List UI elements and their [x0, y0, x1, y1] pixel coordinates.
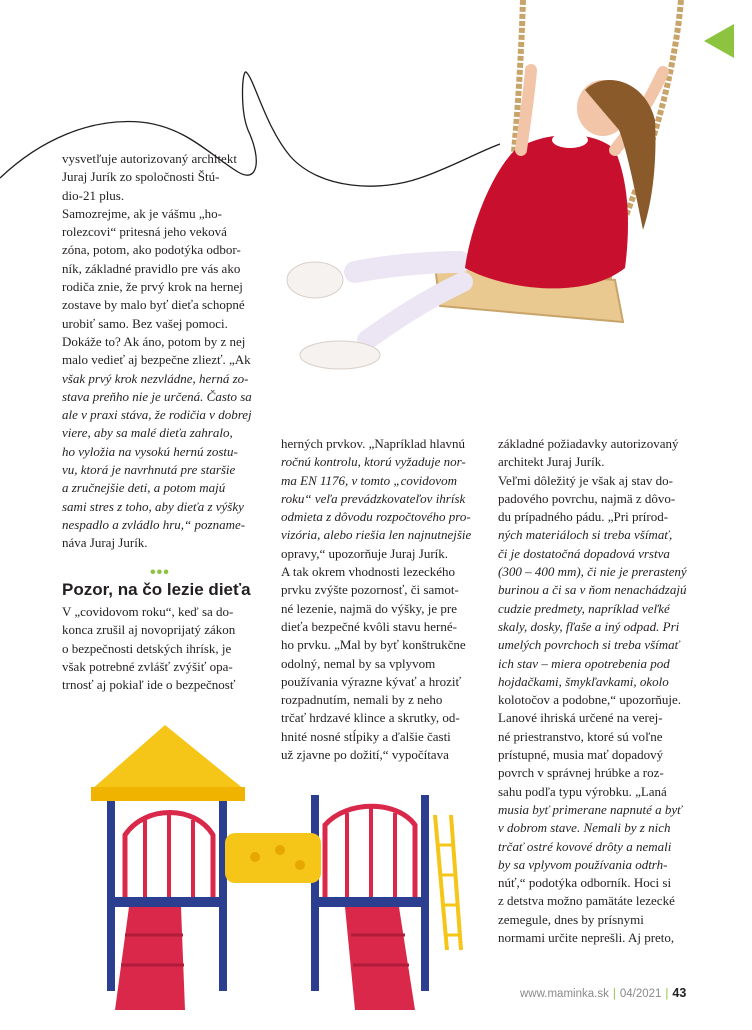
text-line: Juraj Jurík zo spoločnosti Štú- [62, 169, 220, 185]
text-line: herných prvkov. „Napríklad hlavnú [281, 436, 465, 451]
text-line: padového povrchu, najmä z dôvo- [498, 490, 676, 506]
text-line: A tak okrem vhodnosti lezeckého [281, 564, 456, 580]
text-line: odmieta z dôvodu rozpočtového pro- [281, 509, 471, 525]
text-line: používania výrazne kývať a hroziť [281, 673, 462, 689]
text-line: du prípadného pádu. „Pri prírod- [498, 509, 669, 525]
text-line: ale v praxi stáva, že rodičia v dobrej [62, 407, 252, 423]
text-line: ročnú kontrolu, ktorú vyžaduje nor- [281, 454, 466, 470]
text-line: ma EN 1176, v tomto „covidovom [281, 472, 457, 488]
text-line: povrch v správnej hrúbke a roz- [498, 765, 664, 781]
article-column-1-bottom [62, 603, 267, 694]
text-line: Dokáže to? Ak áno, potom by z nej [62, 333, 246, 349]
text-line: viere, aby sa malé dieťa zahralo, [62, 425, 233, 441]
text-line: cudzie predmety, napríklad veľké [498, 600, 670, 616]
text-line: základné požiadavky autorizovaný [498, 436, 679, 451]
text-line: zostave by malo byť dieťa schopné [62, 297, 245, 313]
text-line: burinou a či sa v ňom nenachádzajú [498, 582, 687, 598]
page-footer [520, 986, 720, 1002]
text-line: ho vyložia na vysokú hernú zostu- [62, 443, 238, 459]
footer-separator: | [665, 988, 669, 1000]
text-line: vysvetľuje autorizovaný architekt [62, 151, 237, 166]
text-line: v dobrom stave. Nemali by z nich [498, 820, 671, 836]
text-line: kolotočov a podobne,“ upozorňuje. [498, 692, 682, 708]
page-number: 43 [672, 986, 687, 1000]
text-line: vizória, alebo riešia len najnutnejšie [281, 527, 472, 543]
text-line: Lanové ihriská určené na verej- [498, 710, 663, 726]
text-line: Veľmi dôležitý je však aj stav do- [498, 472, 673, 488]
text-line: malo vedieť aj bezpečne zliezť. „Ak [62, 352, 251, 368]
text-line: o bezpečnosti detských ihrísk, je [62, 640, 232, 656]
text-line: vu, ktorá je navrhnutá pre staršie [62, 462, 236, 478]
article-column-2 [281, 435, 486, 764]
text-line: hojdačkami, šmykľavkami, okolo [498, 673, 669, 689]
text-line: dio-21 plus. [62, 187, 125, 203]
text-line: zóna, potom, ako podotýka odbor- [62, 242, 241, 258]
section-divider-dots: ••• [150, 564, 170, 581]
text-line: náva Juraj Jurík. [62, 535, 148, 551]
text-line: však prvý krok nezvládne, herná zo- [62, 370, 249, 386]
text-line: normami určite neprešli. Aj preto, [498, 930, 675, 946]
text-line: už zjavne po dožití,“ vypočítava [281, 747, 449, 763]
text-line: zemegule, dnes by prísnymi [498, 911, 644, 927]
text-line: trnosť aj pokiaľ ide o bezpečnosť [62, 677, 236, 693]
text-line: však potrebné zvlášť zvýšiť opa- [62, 658, 233, 674]
text-line: ník, základné pravidlo pre vás ako [62, 260, 241, 276]
text-line: rozpadnutím, nemali by z neho [281, 692, 443, 708]
text-line: ich stav – miera opotrebenia pod [498, 655, 670, 671]
text-line: rolezcovi“ pritesná jeho veková [62, 224, 227, 240]
text-line: rodiča znie, že prvý krok na hernej [62, 279, 243, 295]
text-line: né priestranstvo, ktoré sú voľne [498, 728, 663, 744]
text-line: trčať ostré kovové drôty a nemali [498, 838, 672, 854]
text-line: prístupné, musia mať dopadový [498, 747, 664, 763]
text-line: ných materiáloch si treba všímať, [498, 527, 673, 543]
text-line: dieťa bezpečné kvôli stavu herné- [281, 618, 457, 634]
text-line: umelých povrchoch si treba všímať [498, 637, 680, 653]
text-line: a zručnejšie deti, a potom majú [62, 480, 226, 496]
text-line: sahu podľa typu výrobku. „Laná [498, 783, 667, 799]
girl-on-swing-photo [285, 0, 705, 395]
text-line: trčať hrdzavé klince a skrutky, od- [281, 710, 460, 726]
text-line: musia byť primerane napnuté a byť [498, 801, 682, 817]
text-line: skaly, dosky, fľaše a iný odpad. Pri [498, 618, 680, 634]
text-line: architekt Juraj Jurík. [498, 454, 605, 470]
text-line: urobiť samo. Bez vašej pomoci. [62, 315, 228, 331]
text-line: sami stres z toho, aby dieťa z výšky [62, 498, 244, 514]
text-line: odolný, nemal by sa vplyvom [281, 655, 436, 671]
text-line: roku“ veľa prevádzkovateľov ihrísk [281, 490, 466, 506]
article-column-3 [498, 435, 708, 947]
previous-page-arrow-icon[interactable] [704, 24, 734, 58]
text-line: by sa vplyvom používania odtrh- [498, 856, 668, 872]
playground-equipment-photo [85, 725, 465, 1015]
text-line: prvku zvýšte pozornosť, či samot- [281, 582, 459, 598]
issue-number: 04/2021 [619, 988, 662, 1000]
article-column-1-top [62, 150, 262, 553]
text-line: V „covidovom roku“, keď sa do- [62, 604, 234, 619]
text-line: ho prvku. „Mal by byť konštrukčne [281, 637, 466, 653]
footer-separator: | [612, 988, 616, 1000]
text-line: nespadlo a zvládlo hru,“ poznamе- [62, 516, 246, 532]
text-line: hnité nosné stĺpiky a ďalšie časti [281, 728, 451, 744]
text-line: Samozrejme, ak je vášmu „ho- [62, 205, 222, 221]
text-line: né lezenie, najmä do výšky, je pre [281, 600, 458, 616]
text-line: (300 – 400 mm), či nie je prerastený [498, 564, 687, 580]
text-line: z detstva možno pamätáte lezecké [498, 893, 675, 909]
section-heading: Pozor, na čo lezie dieťa [62, 580, 251, 599]
text-line: núť,“ podotýka odborník. Hoci si [498, 875, 672, 891]
text-line: opravy,“ upozorňuje Juraj Jurík. [281, 545, 449, 561]
text-line: konca zrušil aj novoprijatý zákon [62, 622, 236, 638]
text-line: stava preňho nie je určená. Často sa [62, 388, 252, 404]
website-link[interactable]: www.maminka.sk [520, 988, 609, 1000]
text-line: či je dostatočná dopadová vrstva [498, 545, 670, 561]
